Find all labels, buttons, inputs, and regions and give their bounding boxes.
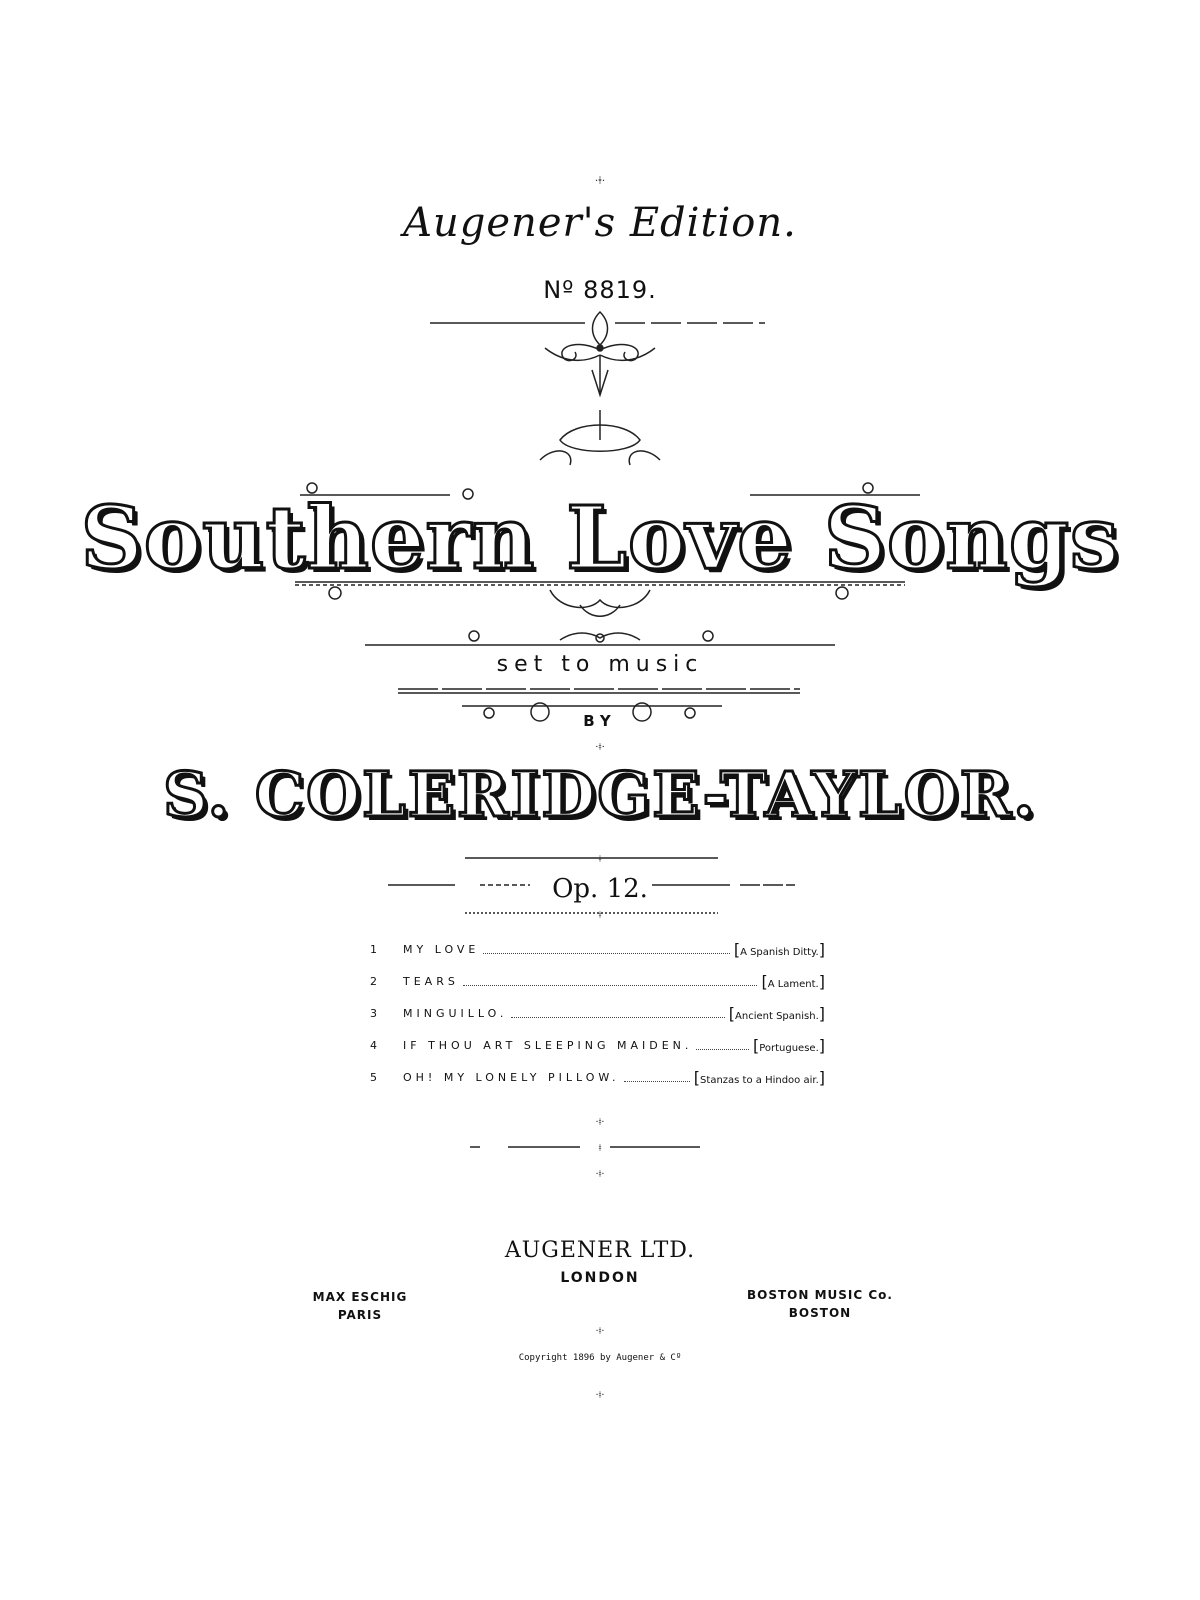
svg-text:ǂ: ǂ: [598, 854, 602, 865]
song-number: 3: [370, 1006, 377, 1020]
agent-name: MAX ESCHIG: [312, 1290, 408, 1304]
publisher-name: AUGENER LTD.: [504, 1238, 696, 1263]
leader-dots: [483, 945, 729, 954]
svg-text:ǂ: ǂ: [598, 1143, 602, 1154]
agent-name: BOSTON MUSIC Co.: [747, 1288, 893, 1302]
list-item: [365, 1036, 825, 1054]
list-item: [365, 940, 825, 958]
by-label: BY: [583, 712, 617, 730]
page-title: Southern Love Songs: [80, 488, 1120, 589]
song-source: [ Ancient Spanish. ]: [729, 1004, 825, 1023]
song-title: MINGUILLO.: [403, 1006, 508, 1020]
composer-name: S. COLERIDGE-TAYLOR.: [163, 758, 1037, 831]
svg-text:ǂ: ǂ: [598, 910, 602, 921]
song-source: [ Stanzas to a Hindoo air. ]: [694, 1068, 825, 1087]
edition-label: Augener's Edition.: [403, 200, 797, 246]
song-title: TEARS: [403, 974, 459, 988]
song-source: [ Portuguese. ]: [753, 1036, 825, 1055]
song-title: MY LOVE: [403, 942, 480, 956]
agent-city: BOSTON: [788, 1306, 852, 1320]
list-item: [365, 1068, 825, 1086]
leader-dots: [463, 977, 758, 986]
list-item: [365, 1004, 825, 1022]
svg-text:·ǂ·: ·ǂ·: [595, 1169, 605, 1180]
agent-boston: [730, 1286, 910, 1322]
song-number: 4: [370, 1038, 377, 1052]
song-number: 5: [370, 1070, 377, 1084]
leader-dots: [624, 1073, 690, 1082]
svg-text:·ǂ·: ·ǂ·: [595, 1390, 605, 1401]
leader-dots: [511, 1009, 724, 1018]
agent-city: PARIS: [337, 1308, 383, 1322]
song-number: 1: [370, 942, 377, 956]
svg-text:·ǂ·: ·ǂ·: [594, 173, 606, 187]
song-number: 2: [370, 974, 377, 988]
song-source: [ A Spanish Ditty. ]: [734, 940, 825, 959]
svg-text:·ǂ·: ·ǂ·: [595, 1326, 605, 1337]
song-source: [ A Lament. ]: [761, 972, 825, 991]
list-item: [365, 972, 825, 990]
subtitle: set to music: [496, 652, 704, 677]
svg-text:·ǂ·: ·ǂ·: [594, 741, 606, 753]
song-title: OH! MY LONELY PILLOW.: [403, 1070, 620, 1084]
svg-text:·ǂ·: ·ǂ·: [595, 1117, 605, 1128]
publisher-city: LONDON: [560, 1270, 640, 1286]
song-title: IF THOU ART SLEEPING MAIDEN.: [403, 1038, 693, 1052]
opus-number: Op. 12.: [552, 874, 648, 904]
agent-paris: [270, 1288, 450, 1324]
leader-dots: [696, 1041, 749, 1050]
edition-number: Nº 8819.: [543, 276, 657, 304]
copyright-notice: Copyright 1896 by Augener & Cº: [518, 1353, 682, 1363]
